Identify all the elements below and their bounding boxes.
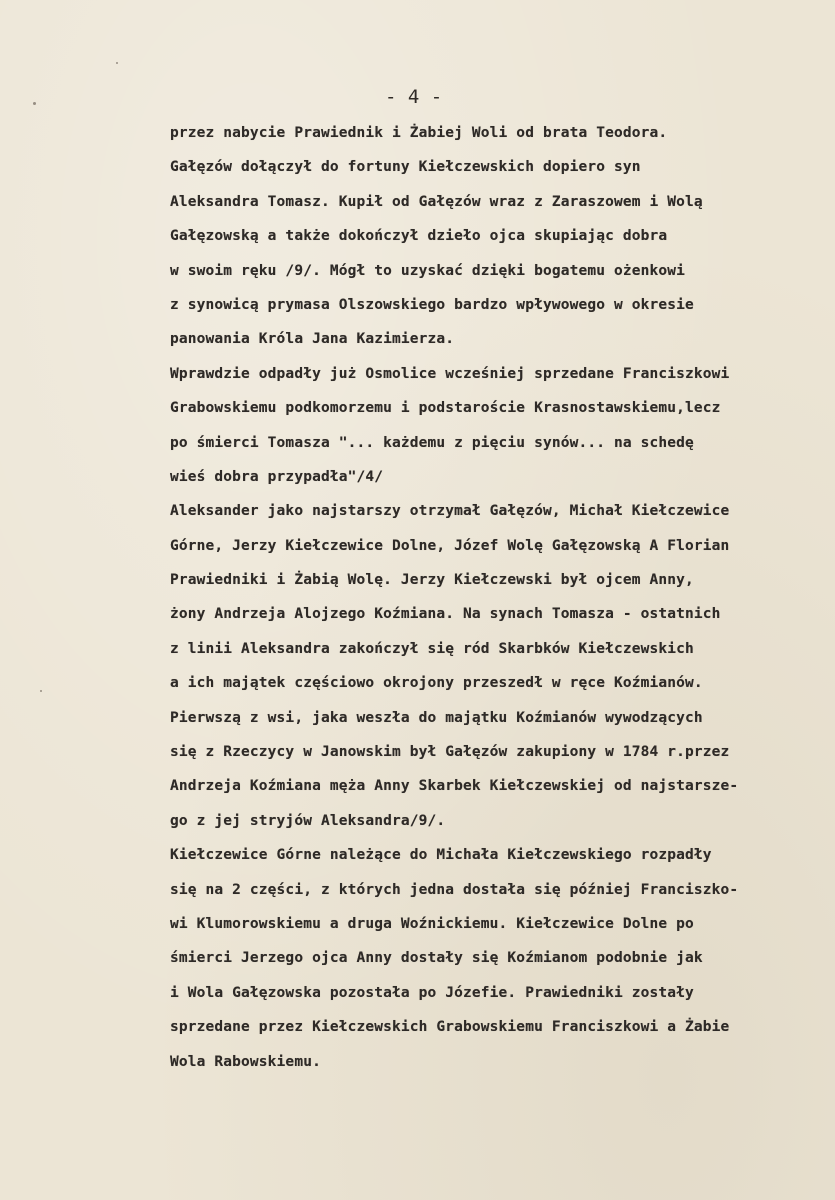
text-line: Andrzeja Koźmiana męża Anny Skarbek Kiełczewskiej od najstarsze- xyxy=(170,778,739,795)
text-line: w swoim ręku /9/. Mógł to uzyskać dzięki bogatemu ożenkowi xyxy=(170,262,686,279)
text-line: Pierwszą z wsi, jaka weszła do majątku Koźmianów wywodzących xyxy=(170,709,703,726)
text-line: Górne, Jerzy Kiełczewice Dolne, Józef Wolę Gałęzowską A Florian xyxy=(170,537,730,554)
text-line: Prawiedniki i Żabią Wolę. Jerzy Kiełczewski był ojcem Anny, xyxy=(170,572,694,589)
text-line: Gałęzów dołączył do fortuny Kiełczewskich dopiero syn xyxy=(170,159,641,176)
text-line: Grabowskiemu podkomorzemu i podstaroście Krasnostawskiemu,lecz xyxy=(170,400,721,417)
text-line: Wola Rabowskiemu. xyxy=(170,1053,321,1070)
paper-speck xyxy=(33,102,36,105)
text-line: panowania Króla Jana Kazimierza. xyxy=(170,331,455,348)
text-line: i Wola Gałęzowska pozostała po Józefie. Prawiedniki zostały xyxy=(170,984,694,1001)
body-text xyxy=(170,116,830,1079)
text-line: wi Klumorowskiemu a druga Woźnickiemu. Kiełczewice Dolne po xyxy=(170,915,694,932)
text-line: a ich majątek częściowo okrojony przeszedł w ręce Koźmianów. xyxy=(170,675,703,692)
text-line: Gałęzowską a także dokończył dzieło ojca skupiając dobra xyxy=(170,228,668,245)
text-line: Aleksandra Tomasz. Kupił od Gałęzów wraz z Zaraszowem i Wolą xyxy=(170,193,703,210)
text-line: śmierci Jerzego ojca Anny dostały się Koźmianom podobnie jak xyxy=(170,950,703,967)
text-line: z linii Aleksandra zakończył się ród Skarbków Kiełczewskich xyxy=(170,640,694,657)
text-line: żony Andrzeja Alojzego Koźmiana. Na synach Tomasza - ostatnich xyxy=(170,606,721,623)
page-number: - 4 - xyxy=(385,86,443,108)
text-line: go z jej stryjów Aleksandra/9/. xyxy=(170,812,446,829)
text-line: się z Rzeczycy w Janowskim był Gałęzów zakupiony w 1784 r.przez xyxy=(170,744,730,761)
text-line: Kiełczewice Górne należące do Michała Kiełczewskiego rozpadły xyxy=(170,847,712,864)
text-line: Wprawdzie odpadły już Osmolice wcześniej sprzedane Franciszkowi xyxy=(170,365,730,382)
text-line: z synowicą prymasa Olszowskiego bardzo wpływowego w okresie xyxy=(170,296,694,313)
text-line: wieś dobra przypadła"/4/ xyxy=(170,468,384,485)
text-line: po śmierci Tomasza "... każdemu z pięciu synów... na schedę xyxy=(170,434,694,451)
paper-speck xyxy=(116,62,118,64)
text-line: się na 2 części, z których jedna dostała się później Franciszko- xyxy=(170,881,739,898)
paper-speck xyxy=(40,690,42,692)
text-line: sprzedane przez Kiełczewskich Grabowskiemu Franciszkowi a Żabie xyxy=(170,1019,730,1036)
text-line: przez nabycie Prawiednik i Żabiej Woli od brata Teodora. xyxy=(170,125,668,141)
text-line: Aleksander jako najstarszy otrzymał Gałęzów, Michał Kiełczewice xyxy=(170,503,730,520)
